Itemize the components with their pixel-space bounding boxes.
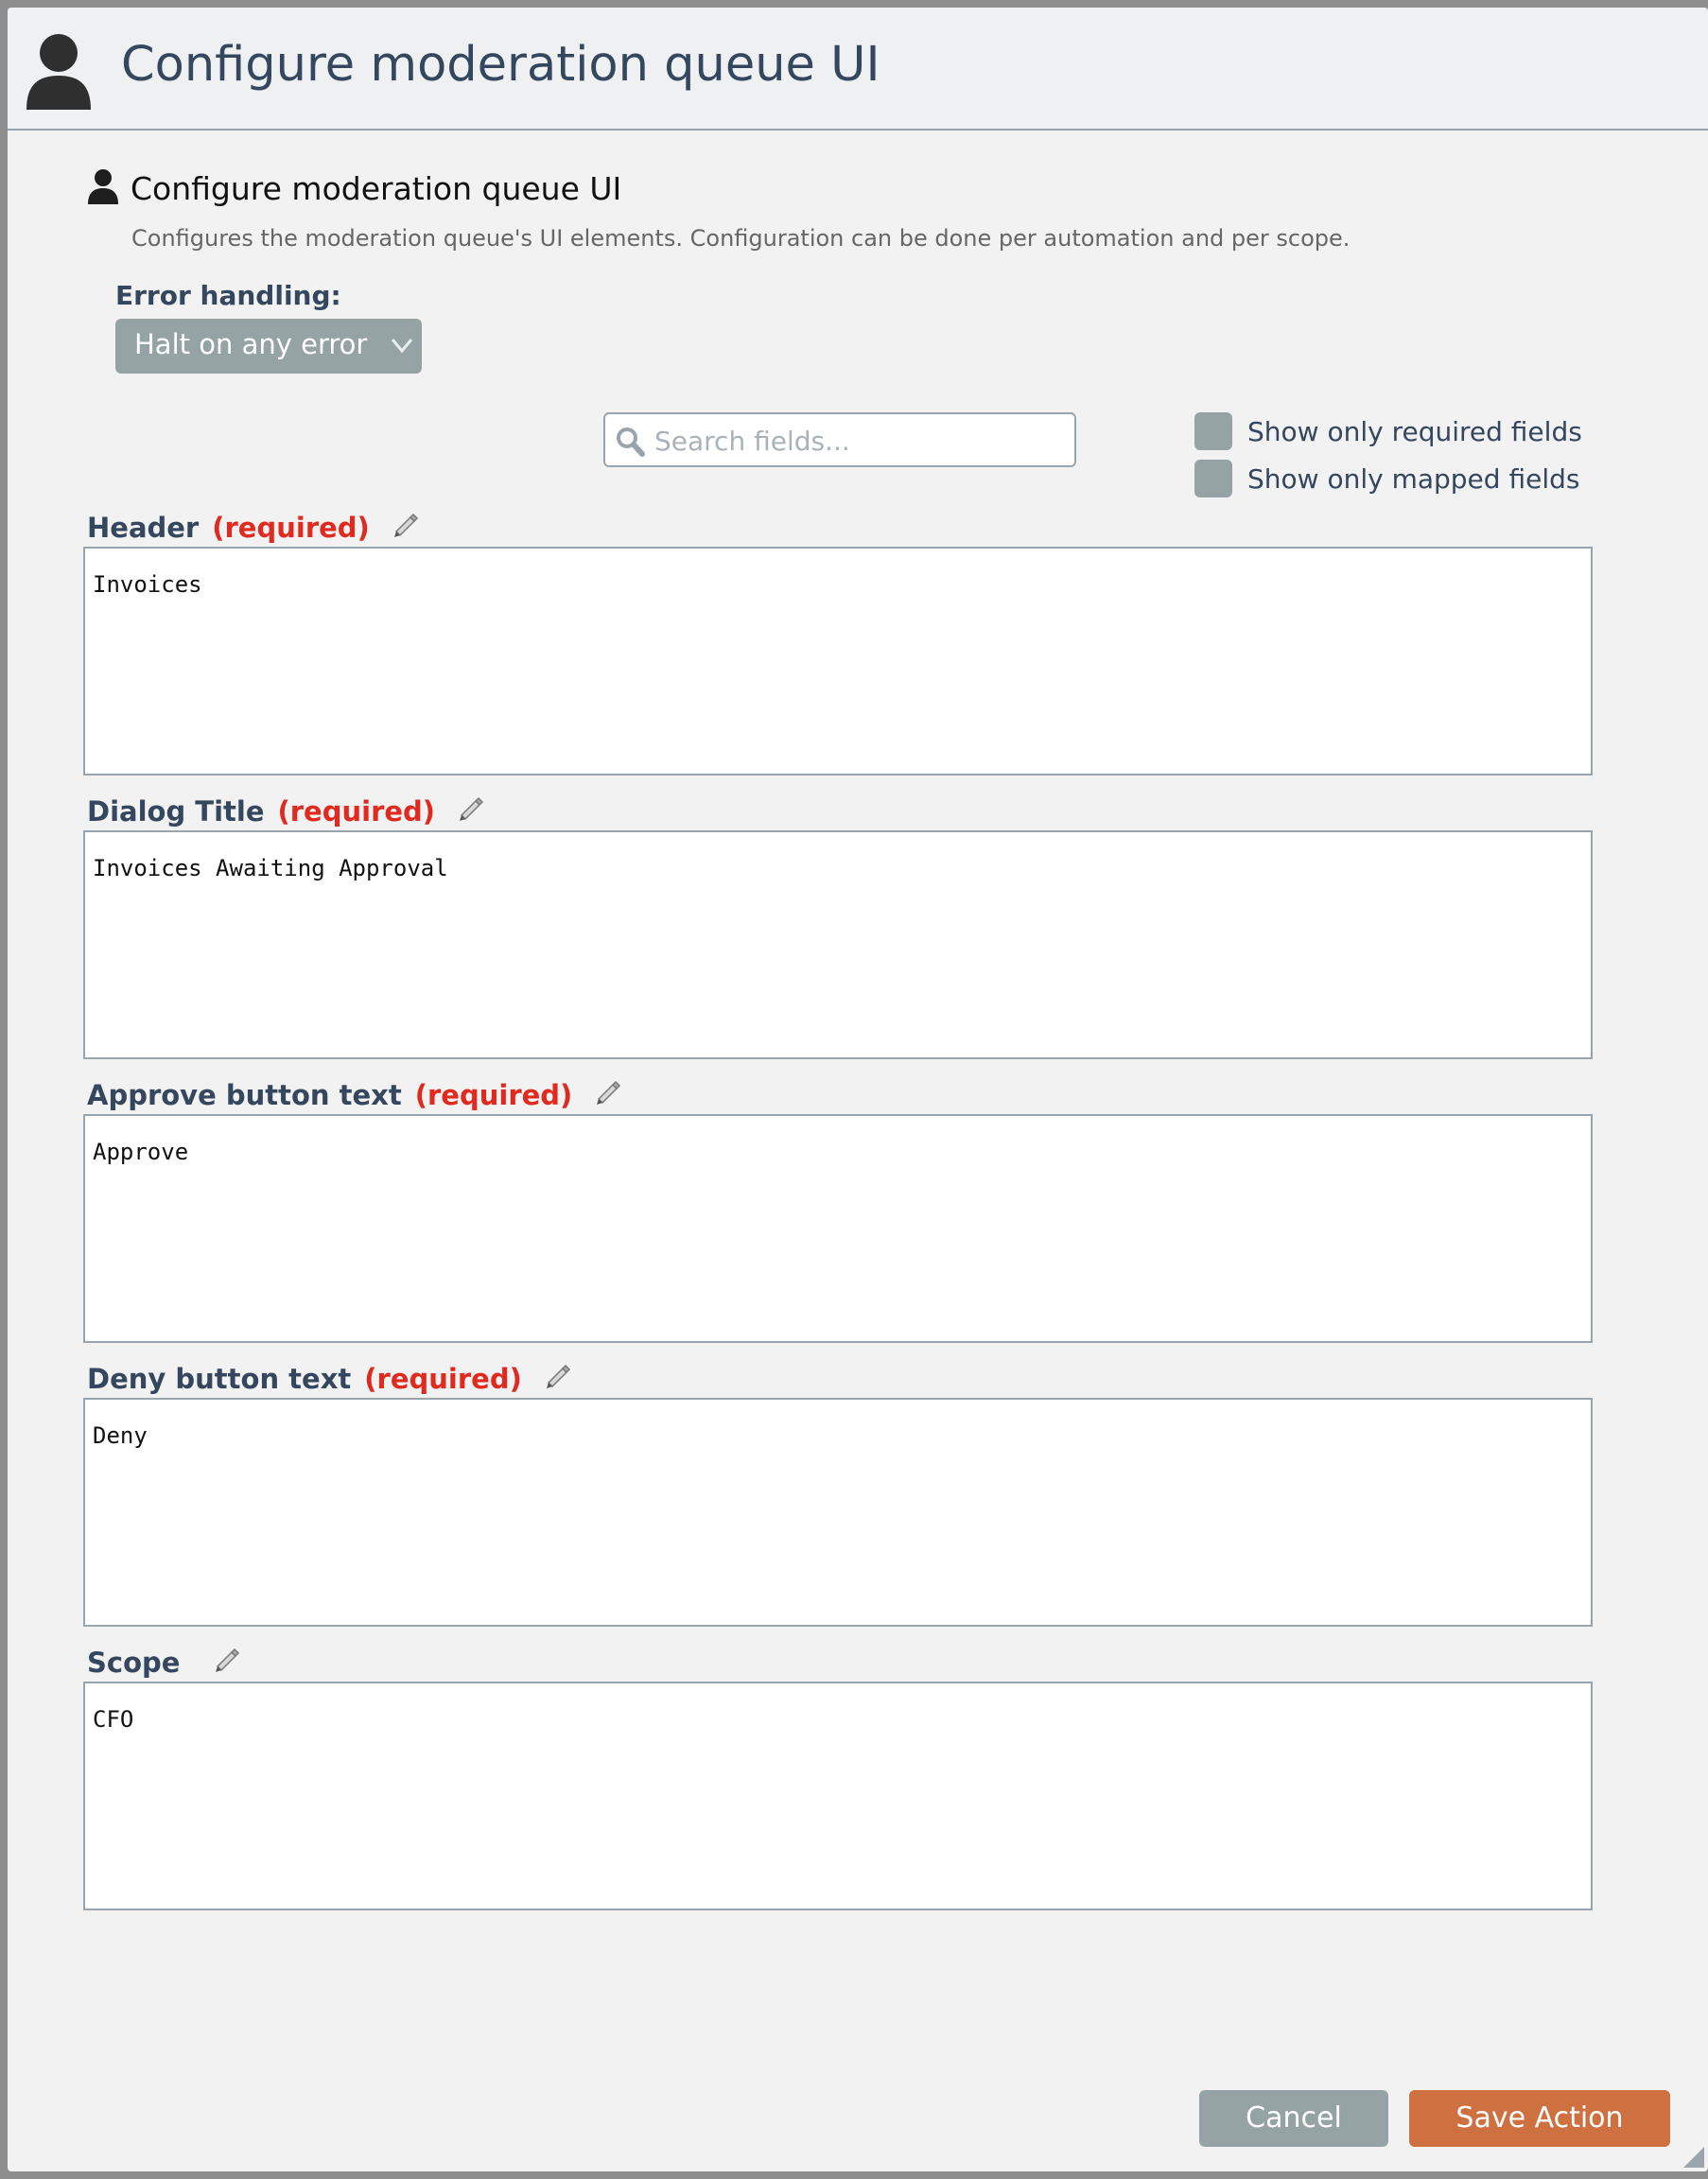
field-label-deny-text	[87, 1362, 573, 1396]
error-handling-select[interactable]	[115, 319, 422, 374]
pencil-icon[interactable]	[543, 1362, 573, 1392]
dialog-titlebar	[8, 8, 1708, 131]
error-handling-value: Halt on any error	[134, 328, 368, 360]
dialog-title: Configure moderation queue UI	[121, 37, 880, 93]
show-mapped-label: Show only mapped fields	[1247, 463, 1580, 495]
field-label-text: Header	[87, 512, 200, 544]
search-icon	[615, 426, 645, 458]
section-title: Configure moderation queue UI	[131, 170, 622, 207]
pencil-icon[interactable]	[456, 794, 486, 825]
approve-text-field[interactable]	[83, 1114, 1593, 1343]
user-icon	[87, 168, 119, 204]
field-label-text: Scope	[87, 1647, 181, 1679]
error-handling-label: Error handling:	[115, 280, 341, 311]
header-field[interactable]	[83, 547, 1593, 776]
required-tag: (required)	[277, 795, 436, 828]
field-label-approve-text	[87, 1078, 623, 1112]
show-mapped-checkbox[interactable]	[1194, 460, 1232, 497]
deny-text-field[interactable]	[83, 1398, 1593, 1627]
resize-grip-icon[interactable]	[1683, 2147, 1704, 2168]
pencil-icon[interactable]	[391, 511, 421, 541]
field-label-text: Deny button text	[87, 1363, 352, 1395]
scope-field[interactable]	[83, 1682, 1593, 1910]
chevron-down-icon	[390, 336, 414, 355]
required-tag: (required)	[212, 512, 370, 544]
field-label-scope	[87, 1646, 242, 1680]
section-description: Configures the moderation queue's UI elements. Configuration can be done per automation and per scope.	[131, 225, 1351, 252]
required-tag: (required)	[364, 1363, 522, 1395]
show-required-label: Show only required fields	[1247, 416, 1582, 447]
user-icon	[25, 32, 93, 110]
cancel-button[interactable]: Cancel	[1199, 2090, 1388, 2147]
search-input[interactable]	[653, 420, 1063, 462]
pencil-icon[interactable]	[212, 1646, 242, 1676]
field-label-header	[87, 511, 421, 545]
save-action-button[interactable]: Save Action	[1409, 2090, 1670, 2147]
configure-dialog	[8, 8, 1708, 2171]
field-label-text: Dialog Title	[87, 795, 265, 828]
field-label-text: Approve button text	[87, 1079, 402, 1111]
required-tag: (required)	[414, 1079, 573, 1111]
search-box	[603, 412, 1076, 467]
dialog-title-field[interactable]	[83, 830, 1593, 1059]
pencil-icon[interactable]	[593, 1078, 623, 1108]
show-required-checkbox[interactable]	[1194, 412, 1232, 450]
field-label-dialog-title	[87, 794, 486, 828]
